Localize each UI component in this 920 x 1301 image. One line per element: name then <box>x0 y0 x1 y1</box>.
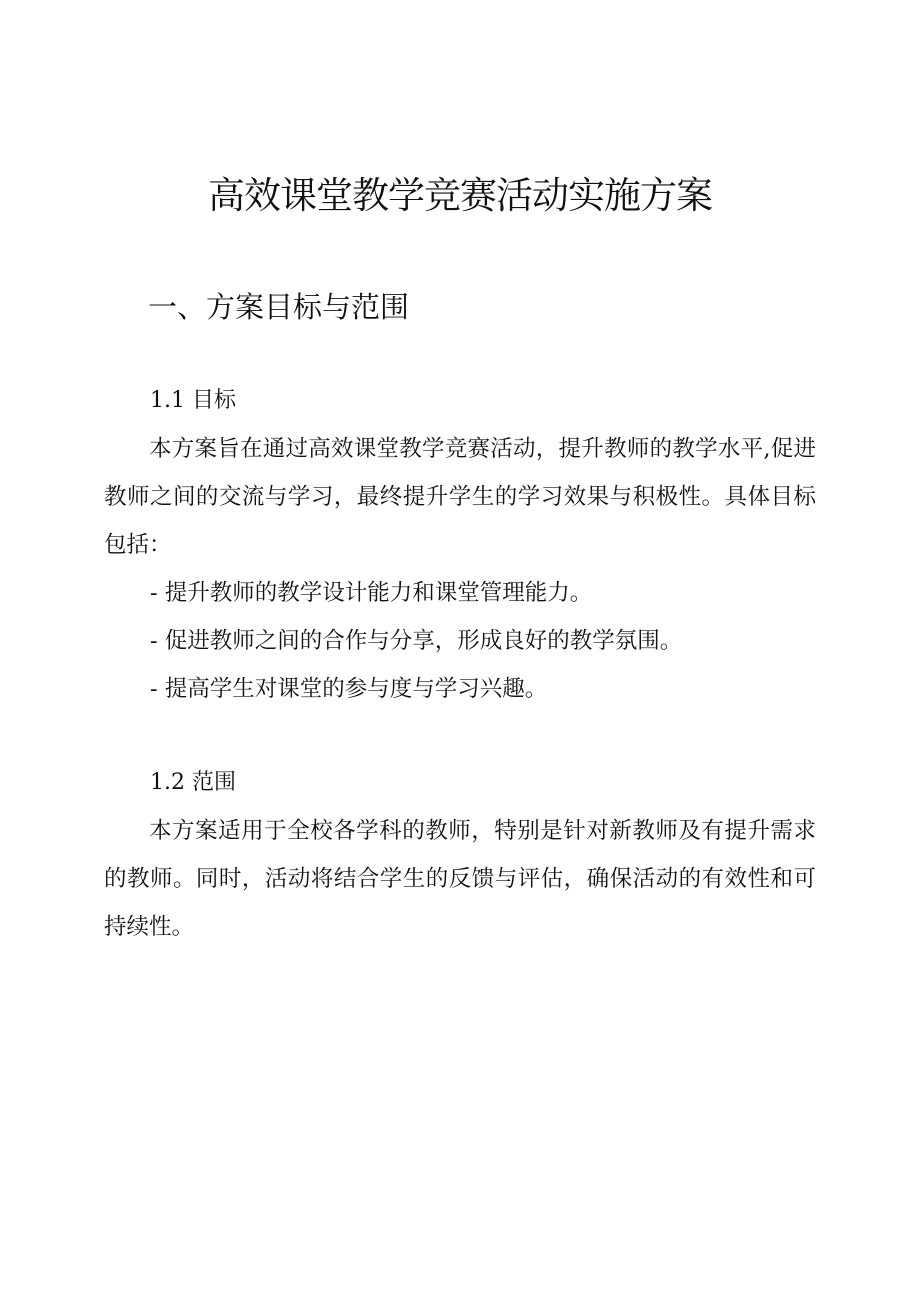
subheading-scope: 1.2 范围 <box>150 770 236 795</box>
subheading-goal: 1.1 目标 <box>150 388 236 413</box>
goal-bullet-item: - 提高学生对课堂的参与度与学习兴趣。 <box>150 676 548 702</box>
document-title: 高效课堂教学竞赛活动实施方案 <box>208 174 712 217</box>
goal-paragraph: 本方案旨在通过高效课堂教学竞赛活动，提升教师的教学水平,促进教师之间的交流与学习，最终提升学生的学习效果与积极性。具体目标包括： <box>104 436 816 558</box>
goal-bullet-item: - 提升教师的教学设计能力和课堂管理能力。 <box>150 580 593 606</box>
goal-bullet-item: - 促进教师之间的合作与分享，形成良好的教学氛围。 <box>150 628 683 654</box>
section-heading-goals-scope: 一、方案目标与范围 <box>148 290 410 324</box>
scope-paragraph: 本方案适用于全校各学科的教师，特别是针对新教师及有提升需求的教师。同时，活动将结合学生的反馈与评估，确保活动的有效性和可持续性。 <box>104 818 816 940</box>
